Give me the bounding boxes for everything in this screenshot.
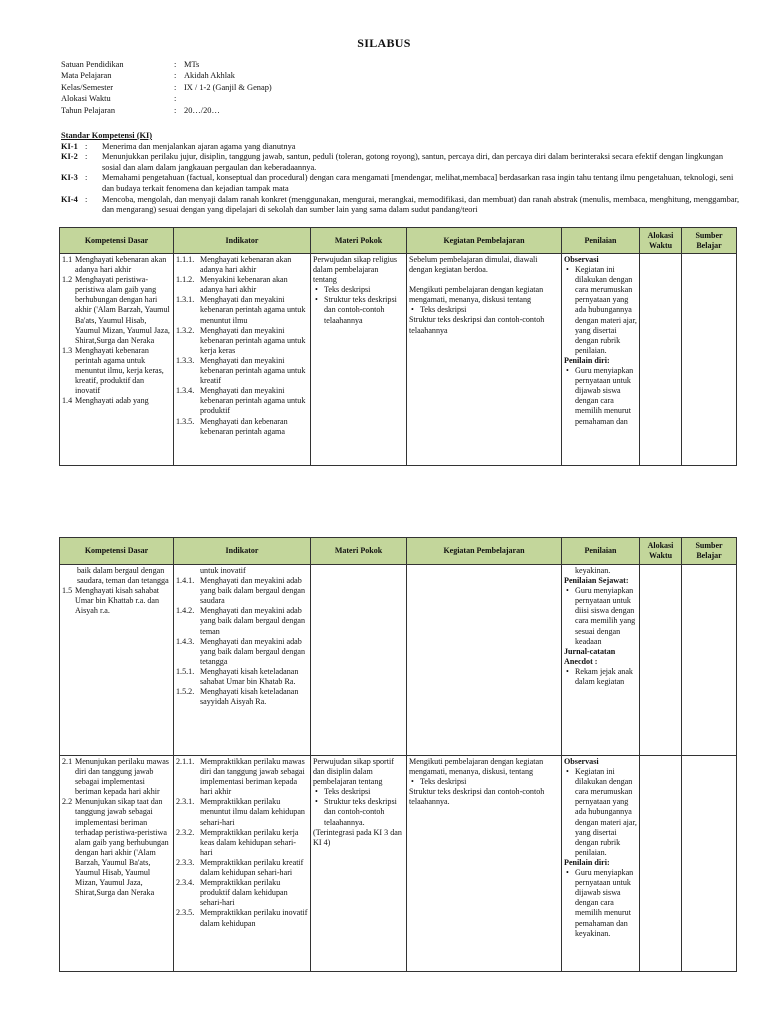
- penilaian-cell: Observasi • Kegiatan ini dilakukan dengan cara merumuskan pernyataan yang ada hubungannya dengan materi ajar, yang disertai dengan rubrik penilaian. Penilain diri: • Guru menyiapkan pernyataan untuk dijawab siswa dengan cara memilih menurut pemahaman dan keyakinan.: [562, 756, 640, 972]
- meta-label: Mata Pelajaran: [61, 71, 112, 81]
- ki-code: KI-3: [61, 173, 78, 183]
- ki-row: KI-2 : Menunjukkan perilaku jujur, disiplin, tanggung jawab, santun, peduli (toleran, gotong royong), santun, percaya diri, dan percaya diri dalam berinteraksi secara efektif dengan lingkungan sosial dan alam dalam jangkauan pergaulan dan keberadaannya.: [61, 152, 741, 173]
- header-kegiatan: Kegiatan Pembelajaran: [407, 228, 562, 254]
- kd-cell: 1.1 Menghayati kebenaran akan adanya hari akhir 1.2 Menghayati peristiwa-peristiwa alam gaib yang berhubungan dengan hari akhir ('Alam Barzah, Yaumul Ba'ats, Yaumul Hisab, Yaumul Mizan, Yaumul Jaza, Shirat,Surga dan Neraka 1.3 Menghayati kebenaran perintah agama untuk menuntut ilmu, kerja keras, kreatif, produktif dan inovatif 1.4 Menghayati adab yang: [60, 254, 174, 466]
- meta-value: MTs: [184, 60, 200, 69]
- sumber-cell: [682, 756, 737, 972]
- bullet-icon: •: [566, 666, 569, 676]
- header-indikator: Indikator: [174, 538, 311, 565]
- meta-row: [61, 59, 272, 70]
- bullet-icon: •: [566, 586, 569, 596]
- document-meta: [61, 59, 272, 116]
- bullet-icon: •: [315, 285, 318, 295]
- ki-code: KI-4: [61, 194, 78, 204]
- meta-row: [61, 105, 272, 116]
- page-title: SILABUS: [357, 36, 411, 50]
- sumber-cell: [682, 254, 737, 466]
- header-sumber-belajar: Sumber Belajar: [682, 228, 737, 254]
- syllabus-table-1: [59, 227, 737, 466]
- meta-colon: :: [174, 60, 177, 69]
- header-penilaian: Penilaian: [562, 538, 640, 565]
- bullet-icon: •: [566, 366, 569, 376]
- indikator-cell: 2.1.1. Mempraktikkan perilaku mawas diri dan tanggung jawab sebagai implementasi beriman kepada hari akhir 2.3.1. Mempraktikkan perilaku menuntut ilmu dalam kehidupan sehari-hari 2.3.2. Mempraktikkan perilaku kerja keas dalam kehidupan sehari-hari 2.3.3. Mempraktikkan perilaku kreatif dalam kehidupan sehari-hari 2.3.4. Mempraktikkan perilaku produktif dalam kehidupan sehari-hari 2.3.5. Mempraktikkan perilaku inovatif dalam kehidupan: [174, 756, 311, 972]
- meta-colon: :: [174, 71, 177, 81]
- indikator-cell: untuk inovatif 1.4.1. Menghayati dan meyakini adab yang baik dalam bergaul dengan saudara 1.4.2. Menghayati dan meyakini adab yang baik dalam bergaul dengan teman 1.4.3. Menghayati dan meyakini adab yang baik dalam bergaul dengan tetangga 1.5.1. Menghayati kisah keteladanan sahabat Umar bin Khatab Ra. 1.5.2. Menghayati kisah keteladanan sayyidah Aisyah Ra.: [174, 565, 311, 756]
- meta-colon: :: [174, 82, 177, 92]
- header-kegiatan: Kegiatan Pembelajaran: [407, 538, 562, 565]
- header-alokasi-waktu: Alokasi Waktu: [640, 228, 682, 254]
- ki-text: Menerima dan menjalankan ajaran agama yang dianutnya: [102, 141, 296, 151]
- header-kompetensi-dasar: Kompetensi Dasar: [60, 228, 174, 254]
- core-competencies: [61, 131, 741, 216]
- ki-row: KI-3 : Memahami pengetahuan (factual, konseptual dan procedural) dengan cara mengamati [mendengar, melihat,membaca] berdasarkan rasa ingin tahu tentang ilmu pengetahuan, teknologi, seni dan budaya terkait fenomena dan kejadian tampak mata: [61, 173, 741, 194]
- kd-cell: 2.1 Menunjukan perilaku mawas diri dan tanggung jawab sebagai implementasi beriman kepada hari akhir 2.2 Menunjukan sikap taat dan tanggung jawab sebagai implementasi beriman terhadap peristiwa-peristiwa alam gaib yang berhubungan dengan hari akhir ('Alam Barzah, Yaumul Ba'ats, Yaumul Hisab, Yaumul Mizan, Yaumul Jaza, Shirat,Surga dan Neraka: [60, 756, 174, 972]
- meta-colon: :: [174, 105, 177, 115]
- bullet-icon: •: [315, 797, 318, 807]
- alokasi-cell: [640, 254, 682, 466]
- bullet-icon: •: [411, 305, 414, 315]
- header-indikator: Indikator: [174, 228, 311, 254]
- ki-text: Mencoba, mengolah, dan menyaji dalam ranah konkret (menggunakan, mengurai, merangkai, memodifikasi, dan membuat) dan ranah abstrak (menulis, membaca, menghitung, menggambar, dan mengarang) sesuai dengan yang dipelajari di sekolah dan sumber lain yang sama dalam sudut pandang/teori: [102, 194, 740, 215]
- meta-value: Akidah Akhlak: [184, 71, 235, 81]
- sumber-cell: [682, 565, 737, 756]
- bullet-icon: •: [566, 265, 569, 275]
- header-kompetensi-dasar: Kompetensi Dasar: [60, 538, 174, 565]
- header-materi-pokok: Materi Pokok: [311, 538, 407, 565]
- table-row: [60, 756, 737, 972]
- ki-text: Menunjukkan perilaku jujur, disiplin, tanggung jawab, santun, peduli (toleran, gotong royong), santun, percaya diri, dan percaya diri dalam berinteraksi secara efektif dengan lingkungan sosial dan alam dalam jangkauan pergaulan dan keberadaannya.: [102, 152, 724, 172]
- penilaian-cell: Observasi • Kegiatan ini dilakukan dengan cara merumuskan pernyataan yang ada hubungannya dengan materi ajar, yang disertai dengan rubrik penilaian. Penilain diri: • Guru menyiapkan pernyataan untuk dijawab siswa dengan cara memilih menurut pemahaman dan: [562, 254, 640, 466]
- header-materi-pokok: Materi Pokok: [311, 228, 407, 254]
- ki-code: KI-1: [61, 141, 78, 151]
- ki-text: Memahami pengetahuan (factual, konseptual dan procedural) dengan cara mengamati [mendengar, melihat,membaca] berdasarkan rasa ingin tahu tentang ilmu pengetahuan, teknologi, seni dan budaya terkait fenomena dan kejadian tampak mata: [102, 173, 734, 193]
- materi-cell: Perwujudan sikap sportif dan disiplin dalam pembelajaran tentang • Teks deskripsi • Struktur teks deskripsi dan contoh-contoh telaahannya. (Terintegrasi pada KI 3 dan KI 4): [311, 756, 407, 972]
- meta-row: [61, 82, 272, 93]
- kegiatan-cell: Sebelum pembelajaran dimulai, diawali dengan kegiatan berdoa. Mengikuti pembelajaran dengan kegiatan mengamati, menanya, diskusi tentang • Teks deskripsi Struktur teks deskripsi dan contoh-contoh telaahannya: [407, 254, 562, 466]
- syllabus-table-2: [59, 537, 737, 972]
- ki-heading: Standar Kompetensi (KI): [61, 131, 153, 140]
- meta-value: 20…/20…: [184, 105, 220, 115]
- meta-row: [61, 93, 272, 104]
- indikator-cell: 1.1.1. Menghayati kebenaran akan adanya hari akhir 1.1.2. Menyakini kebenaran akan adanya hari akhir 1.3.1. Menghayati dan meyakini kebenaran perintah agama untuk menuntut ilmu 1.3.2. Menghayati dan meyakini kebenaran perintah agama untuk kerja keras 1.3.3. Menghayati dan meyakini kebenaran perintah agama untuk kreatif 1.3.4. Menghayati dan meyakini kebenaran perintah agama untuk produktif 1.3.5. Menghayati dan kebenaran kebenaran perintah agama: [174, 254, 311, 466]
- materi-cell: [311, 565, 407, 756]
- materi-cell: Perwujudan sikap religius dalam pembelajaran tentang • Teks deskripsi • Struktur teks deskripsi dan contoh-contoh telaahannya: [311, 254, 407, 466]
- table-row: [60, 565, 737, 756]
- header-penilaian: Penilaian: [562, 228, 640, 254]
- ki-row: KI-1 : Menerima dan menjalankan ajaran agama yang dianutnya: [61, 142, 741, 153]
- table-row: [60, 254, 737, 466]
- meta-row: [61, 70, 272, 81]
- kegiatan-cell: Mengikuti pembelajaran dengan kegiatan mengamati, menanya, diskusi, tentang • Teks deskripsi Struktur teks deskripsi dan contoh-contoh telaahannya.: [407, 756, 562, 972]
- meta-label: Kelas/Semester: [61, 82, 114, 92]
- bullet-icon: •: [566, 868, 569, 878]
- bullet-icon: •: [411, 777, 414, 787]
- kd-cell: baik dalam bergaul dengan saudara, teman dan tetangga 1.5 Menghayati kisah sahabat Umar bin Khattab r.a. dan Aisyah r.a.: [60, 565, 174, 756]
- bullet-icon: •: [315, 295, 318, 305]
- bullet-icon: •: [566, 767, 569, 777]
- ki-row: KI-4 : Mencoba, mengolah, dan menyaji dalam ranah konkret (menggunakan, mengurai, merangkai, memodifikasi, dan membuat) dan ranah abstrak (menulis, membaca, menghitung, menggambar, dan mengarang) sesuai dengan yang dipelajari di sekolah dan sumber lain yang sama dalam sudut pandang/teori: [61, 194, 740, 215]
- bullet-icon: •: [315, 787, 318, 797]
- penilaian-cell: keyakinan. Penilaian Sejawat: • Guru menyiapkan pernyataan untuk diisi siswa dengan cara memilih yang sesuai dengan keadaan Jurnal-catatan Anecdot : • Rekam jejak anak dalam kegiatan: [562, 565, 640, 756]
- meta-value: IX / 1-2 (Ganjil & Genap): [184, 82, 272, 92]
- header-sumber-belajar: Sumber Belajar: [682, 538, 737, 565]
- alokasi-cell: [640, 756, 682, 972]
- kegiatan-cell: [407, 565, 562, 756]
- meta-label: Tahun Pelajaran: [61, 105, 116, 115]
- meta-label: Satuan Pendidikan: [61, 60, 124, 69]
- ki-code: KI-2: [61, 152, 78, 162]
- meta-colon: :: [174, 94, 177, 104]
- meta-label: Alokasi Waktu: [61, 94, 111, 104]
- header-alokasi-waktu: Alokasi Waktu: [640, 538, 682, 565]
- alokasi-cell: [640, 565, 682, 756]
